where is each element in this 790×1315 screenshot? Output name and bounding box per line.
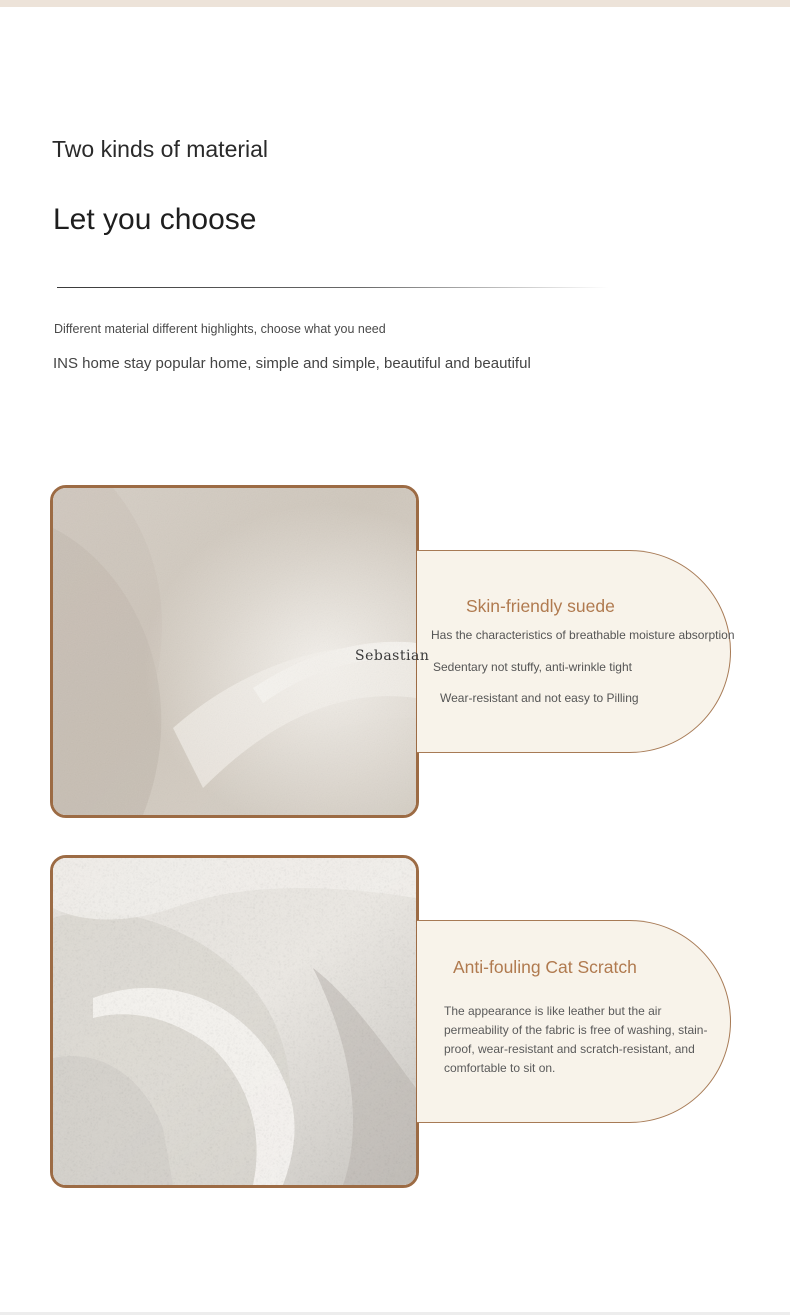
suede-feature-3: Wear-resistant and not easy to Pilling	[440, 691, 639, 705]
section-subtitle: Different material different highlights, choose what you need	[54, 322, 386, 336]
suede-feature-1: Has the characteristics of breathable moisture absorption	[431, 628, 735, 642]
top-strip	[0, 0, 790, 7]
suede-feature-2: Sedentary not stuffy, anti-wrinkle tight	[433, 660, 632, 674]
divider-line	[57, 287, 609, 288]
suede-info-card	[417, 550, 731, 753]
cat-scratch-fabric-image	[50, 855, 419, 1188]
watermark-text: Sebastian	[355, 648, 430, 664]
cat-scratch-description: The appearance is like leather but the air permeability of the fabric is free of washing, stain-proof, wear-resistant and scratch-resistant, and comfortable to sit on.	[444, 1004, 708, 1075]
section-headline: Let you choose	[53, 203, 257, 236]
section-title: Two kinds of material	[52, 136, 269, 162]
material-title-suede: Skin-friendly suede	[466, 596, 615, 616]
section-description: INS home stay popular home, simple and simple, beautiful and beautiful	[53, 355, 531, 372]
material-title-cat-scratch: Anti-fouling Cat Scratch	[453, 957, 637, 977]
